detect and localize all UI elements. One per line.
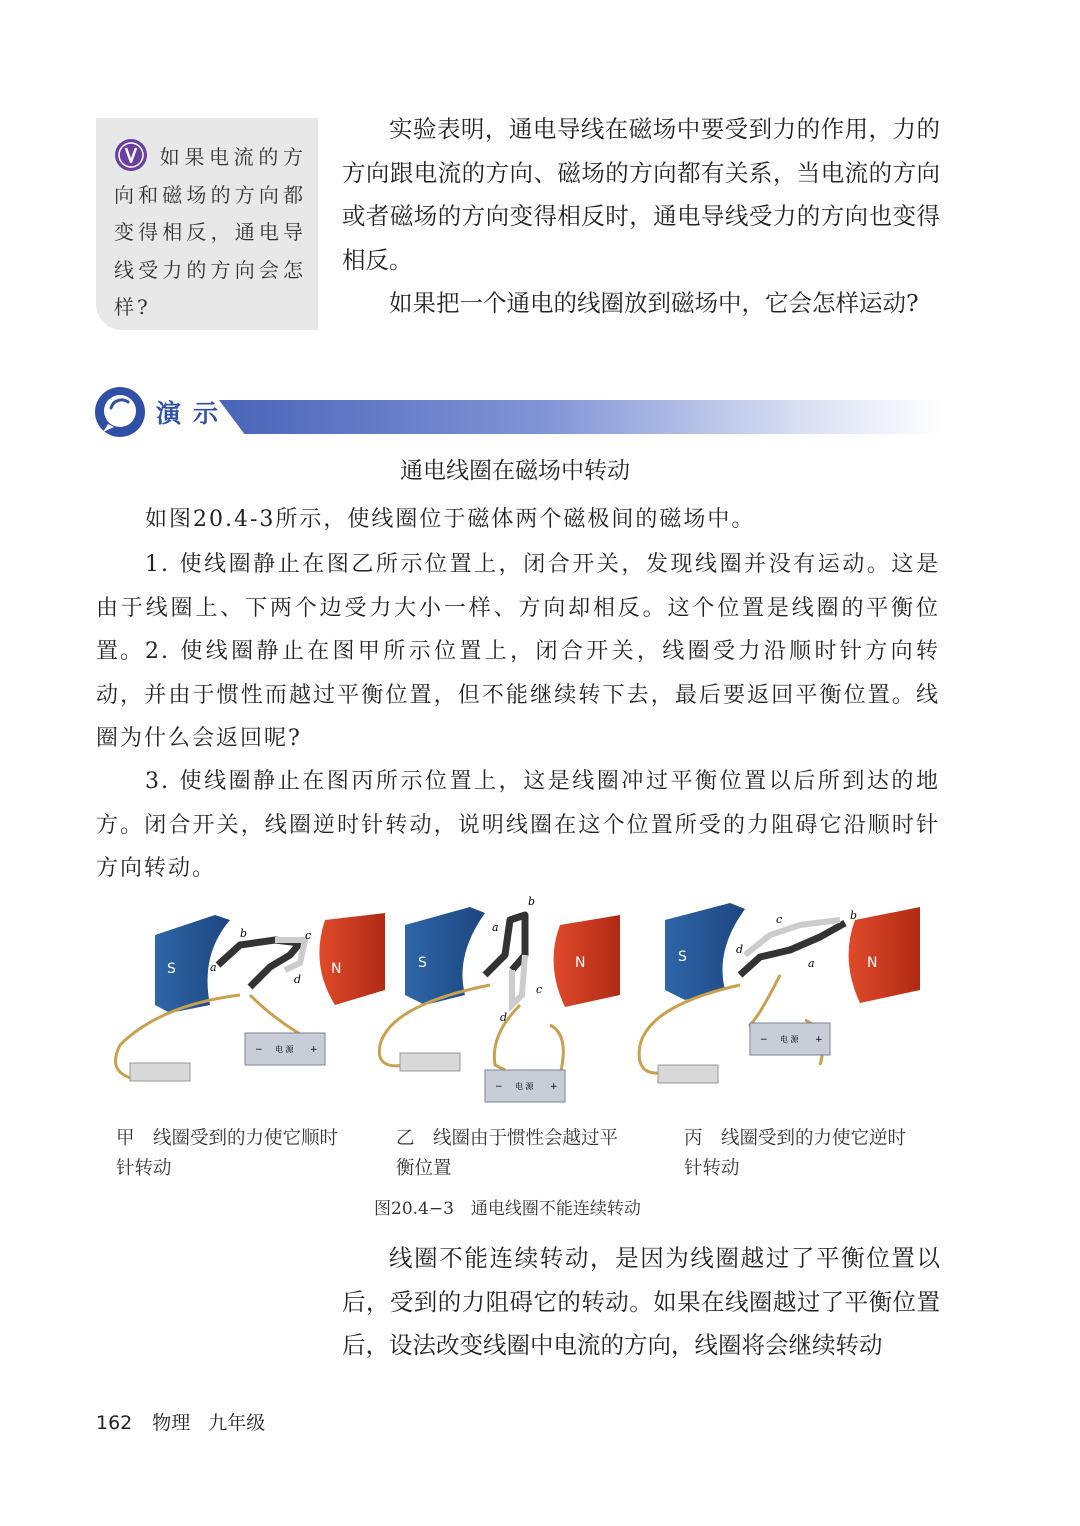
demo-paragraph-0: 如图20.4-3所示，使线圈位于磁体两个磁极间的磁场中。 <box>145 507 756 532</box>
caption-jia: 甲 线圈受到的力使它顺时针转动 <box>116 1128 339 1179</box>
label-d-jia: d <box>294 973 302 986</box>
lightbulb-icon <box>114 138 148 172</box>
label-d-yi: d <box>500 1011 508 1024</box>
figure-caption: 图20.4−3 通电线圈不能连续转动 <box>374 1199 641 1219</box>
label-c-bing: c <box>776 913 783 926</box>
battery-plus-jia: + <box>310 1045 318 1055</box>
label-d-bing: d <box>736 943 744 956</box>
pole-s-yi: S <box>418 955 427 971</box>
switch-bing <box>658 1065 718 1083</box>
panel-jia <box>116 913 386 1081</box>
battery-minus-bing: − <box>760 1035 768 1045</box>
side-note-box <box>96 118 318 330</box>
pole-s-jia: S <box>167 961 176 977</box>
label-c-jia: c <box>305 929 312 942</box>
magnet-s-yi <box>405 907 485 1005</box>
battery-plus-yi: + <box>550 1082 558 1092</box>
page-number: 162 <box>96 1412 133 1434</box>
demo-header <box>94 386 944 438</box>
book-name: 物理 <box>152 1412 191 1434</box>
label-a-bing: a <box>808 957 815 970</box>
panel-yi <box>379 895 620 1102</box>
pole-n-yi: N <box>575 955 586 971</box>
motor-coil-figure <box>100 895 950 1125</box>
side-note-text: 如果电流的方向和磁场的方向都变得相反，通电导线受力的方向会怎样? <box>114 145 306 319</box>
grade-label: 九年级 <box>208 1412 266 1434</box>
magnifier-icon <box>94 386 146 438</box>
battery-minus-jia: − <box>255 1045 263 1055</box>
battery-minus-yi: − <box>495 1082 503 1092</box>
label-a-yi: a <box>492 921 499 934</box>
pole-n-bing: N <box>867 955 878 971</box>
battery-plus-bing: + <box>815 1035 823 1045</box>
label-a-jia: a <box>210 961 217 974</box>
pole-n-jia: N <box>331 961 342 977</box>
page-footer <box>96 1408 265 1435</box>
demo-paragraph-2: 2. 使线圈静止在图甲所示位置上，闭合开关，线圈受力沿顺时针方向转动，并由于惯性而越过平衡位置，但不能继续转下去，最后要返回平衡位置。线圈为什么会返回呢? <box>96 639 940 751</box>
intro-paragraph-1: 实验表明，通电导线在磁场中要受到力的作用，力的方向跟电流的方向、磁场的方向都有关系，当电流的方向或者磁场的方向变得相反时，通电导线受力的方向也变得相反。 <box>342 115 940 274</box>
label-b-bing: b <box>850 909 858 922</box>
magnet-n-yi <box>554 915 620 1007</box>
switch-jia <box>130 1063 190 1081</box>
intro-paragraph-2: 如果把一个通电的线圈放到磁场中，它会怎样运动? <box>389 289 919 317</box>
demo-title: 通电线圈在磁场中转动 <box>400 458 630 484</box>
demo-paragraph-3: 3. 使线圈静止在图丙所示位置上，这是线圈冲过平衡位置以后所到达的地方。闭合开关，线圈逆时针转动，说明线圈在这个位置所受的力阻碍它沿顺时针方向转动。 <box>96 769 940 881</box>
label-c-yi: c <box>536 983 543 996</box>
panel-bing <box>639 903 920 1083</box>
coil-yi <box>485 915 525 975</box>
demo-paragraph-1: 1. 使线圈静止在图乙所示位置上，闭合开关，发现线圈并没有运动。这是由于线圈上、下两个边受力大小一样、方向却相反。这个位置是线圈的平衡位置。 <box>96 552 940 664</box>
battery-label-yi: 电 源 <box>515 1082 534 1091</box>
demo-label: 演示 <box>156 399 231 428</box>
demo-bar <box>219 400 944 434</box>
closing-paragraph: 线圈不能连续转动，是因为线圈越过了平衡位置以后，受到的力阻碍它的转动。如果在线圈越过了平衡位置后，设法改变线圈中电流的方向，线圈将会继续转动 <box>342 1244 940 1359</box>
battery-label-bing: 电 源 <box>780 1035 799 1044</box>
caption-yi: 乙 线圈由于惯性会越过平衡位置 <box>396 1128 619 1179</box>
label-b-jia: b <box>240 927 248 940</box>
switch-yi <box>400 1053 460 1071</box>
label-b-yi: b <box>528 895 536 908</box>
coil-jia <box>218 940 300 987</box>
battery-label-jia: 电 源 <box>275 1045 294 1054</box>
magnet-n-jia <box>319 913 385 1005</box>
side-note <box>114 138 306 327</box>
caption-bing: 丙 线圈受到的力使它逆时针转动 <box>684 1128 907 1179</box>
magnet-n-bing <box>849 907 920 1003</box>
pole-s-bing: S <box>678 949 687 965</box>
